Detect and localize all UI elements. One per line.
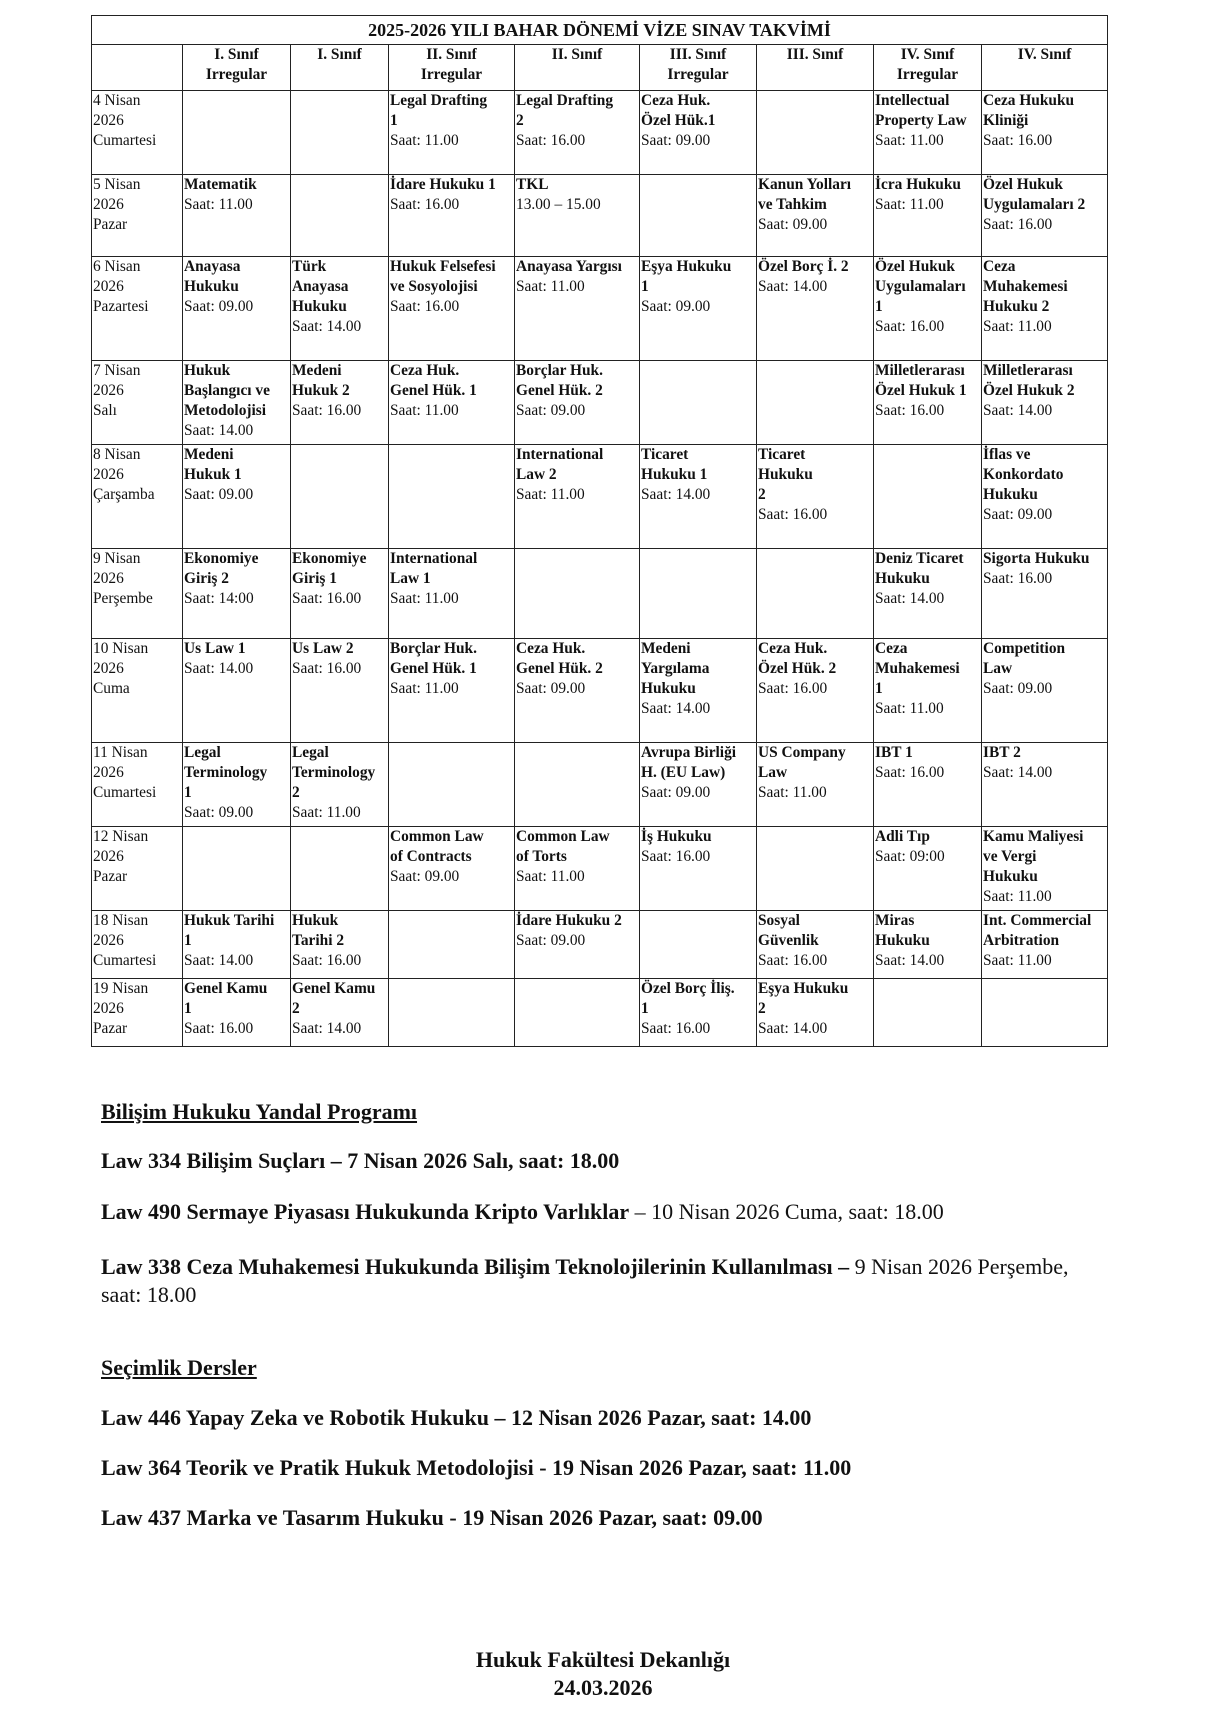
course-name: Adli Tıp (875, 828, 930, 845)
course-name: IBT 1 (875, 744, 913, 761)
exam-cell (515, 91, 640, 175)
empty-cell (757, 91, 874, 175)
exam-cell (389, 91, 515, 175)
exam-cell (982, 549, 1108, 639)
exam-cell (982, 445, 1108, 549)
date-cell: 10 Nisan 2026 Cuma (92, 639, 183, 743)
exam-cell (389, 257, 515, 361)
date-cell: 9 Nisan 2026 Perşembe (92, 549, 183, 639)
table-title: 2025-2026 YILI BAHAR DÖNEMİ VİZE SINAV TAKVİMİ (92, 16, 1108, 45)
date-cell: 6 Nisan 2026 Pazartesi (92, 257, 183, 361)
empty-cell (389, 911, 515, 979)
exam-time: Saat: 16.00 (184, 1020, 254, 1037)
exam-cell (757, 911, 874, 979)
exam-cell (874, 827, 982, 911)
exam-time: Saat: 14.00 (292, 1020, 362, 1037)
date-cell: 7 Nisan 2026 Salı (92, 361, 183, 445)
exam-time: 13.00 – 15.00 (516, 196, 601, 213)
table-row (92, 445, 1108, 549)
exam-cell (640, 827, 757, 911)
course-name: Us Law 1 (184, 640, 246, 657)
course-name: US Company Law (758, 744, 846, 781)
exam-time: Saat: 11.00 (983, 318, 1052, 335)
exam-time: Saat: 16.00 (641, 848, 711, 865)
empty-cell (515, 979, 640, 1047)
empty-cell (640, 361, 757, 445)
exam-time: Saat: 11.00 (390, 132, 459, 149)
empty-cell (291, 175, 389, 257)
course-name: Competition Law (983, 640, 1066, 677)
exam-time: Saat: 09.00 (983, 680, 1053, 697)
exam-cell (389, 827, 515, 911)
exam-time: Saat: 11.00 (390, 680, 459, 697)
exam-cell (183, 445, 291, 549)
exam-cell (757, 445, 874, 549)
exam-time: Saat: 16.00 (758, 952, 828, 969)
empty-cell (389, 979, 515, 1047)
minor-item-bold: Law 338 Ceza Muhakemesi Hukukunda Bilişim Teknolojilerinin Kullanılması – (101, 1254, 850, 1279)
course-name: Ticaret Hukuku 1 (641, 446, 708, 483)
exam-time: Saat: 14.00 (292, 318, 362, 335)
exam-time: Saat: 14.00 (758, 278, 828, 295)
course-name: Kanun Yolları ve Tahkim (758, 176, 852, 213)
exam-cell (982, 175, 1108, 257)
table-row (92, 361, 1108, 445)
exam-cell (291, 549, 389, 639)
exam-schedule-table (91, 15, 1108, 1047)
exam-time: Saat: 09.00 (184, 804, 254, 821)
exam-time: Saat: 16.00 (292, 952, 362, 969)
date-cell: 19 Nisan 2026 Pazar (92, 979, 183, 1047)
exam-cell (874, 257, 982, 361)
exam-cell (757, 175, 874, 257)
exam-time: Saat: 14.00 (875, 952, 945, 969)
exam-time: Saat: 11.00 (516, 868, 585, 885)
date-cell: 4 Nisan 2026 Cumartesi (92, 91, 183, 175)
course-name: İdare Hukuku 2 (516, 912, 622, 929)
empty-cell (640, 175, 757, 257)
exam-cell (515, 445, 640, 549)
exam-time: Saat: 14.00 (184, 660, 254, 677)
exam-cell (874, 549, 982, 639)
exam-time: Saat: 14.00 (641, 700, 711, 717)
empty-cell (874, 445, 982, 549)
exam-cell (874, 911, 982, 979)
exam-time: Saat: 16.00 (875, 402, 945, 419)
table-row (92, 175, 1108, 257)
empty-cell (515, 549, 640, 639)
exam-cell (874, 743, 982, 827)
exam-cell (389, 361, 515, 445)
exam-cell (640, 445, 757, 549)
course-name: TKL (516, 176, 549, 193)
course-name: Özel Hukuk Uygulamaları 2 (983, 176, 1086, 213)
minor-item-bold: Law 334 Bilişim Suçları – 7 Nisan 2026 Salı, saat: 18.00 (101, 1148, 620, 1173)
course-name: Common Law of Torts (516, 828, 610, 865)
exam-time: Saat: 11.00 (516, 278, 585, 295)
exam-cell (874, 175, 982, 257)
exam-time: Saat: 11.00 (875, 132, 944, 149)
exam-time: Saat: 09.00 (641, 784, 711, 801)
empty-cell (291, 91, 389, 175)
column-header: II. Sınıf Irregular (389, 45, 515, 91)
exam-time: Saat: 16.00 (292, 402, 362, 419)
exam-time: Saat: 11.00 (184, 196, 253, 213)
table-row (92, 257, 1108, 361)
course-name: Ticaret Hukuku 2 (758, 446, 813, 503)
exam-time: Saat: 16.00 (292, 660, 362, 677)
exam-cell (757, 639, 874, 743)
exam-cell (291, 361, 389, 445)
exam-cell (183, 639, 291, 743)
exam-time: Saat: 09.00 (516, 680, 586, 697)
exam-cell (291, 979, 389, 1047)
schedule-body (92, 91, 1108, 1047)
exam-cell (982, 257, 1108, 361)
course-name: Kamu Maliyesi ve Vergi Hukuku (983, 828, 1084, 885)
course-name: Int. Commercial Arbitration (983, 912, 1092, 949)
course-name: Legal Terminology 1 (184, 744, 268, 801)
exam-cell (640, 91, 757, 175)
course-name: Legal Drafting 2 (516, 92, 614, 129)
course-name: Özel Hukuk Uygulamaları 1 (875, 258, 966, 315)
exam-time: Saat: 14.00 (875, 590, 945, 607)
course-name: Ceza Huk. Genel Hük. 2 (516, 640, 603, 677)
table-row (92, 549, 1108, 639)
document-date: 24.03.2026 (553, 1675, 653, 1700)
course-name: Milletlerarası Özel Hukuk 2 (983, 362, 1075, 399)
exam-cell (515, 639, 640, 743)
exam-cell (183, 979, 291, 1047)
empty-cell (389, 445, 515, 549)
course-name: Ceza Huk. Özel Hük.1 (641, 92, 716, 129)
exam-time: Saat: 11.00 (758, 784, 827, 801)
exam-time: Saat: 11.00 (983, 888, 1052, 905)
course-name: Ceza Hukuku Kliniği (983, 92, 1075, 129)
exam-time: Saat: 09.00 (758, 216, 828, 233)
exam-cell (982, 91, 1108, 175)
course-name: International Law 1 (390, 550, 478, 587)
course-name: Anayasa Yargısı (516, 258, 622, 275)
course-name: İflas ve Konkordato Hukuku (983, 446, 1064, 503)
empty-cell (757, 549, 874, 639)
minor-item (101, 1147, 1101, 1175)
course-name: Ceza Muhakemesi Hukuku 2 (983, 258, 1068, 315)
exam-time: Saat: 16.00 (390, 196, 460, 213)
table-row (92, 979, 1108, 1047)
exam-cell (757, 979, 874, 1047)
date-cell: 11 Nisan 2026 Cumartesi (92, 743, 183, 827)
exam-time: Saat: 16.00 (390, 298, 460, 315)
exam-time: Saat: 16.00 (983, 132, 1053, 149)
course-name: Intellectual Property Law (875, 92, 967, 129)
electives-heading: Seçimlik Dersler (101, 1355, 257, 1380)
course-name: Sigorta Hukuku (983, 550, 1090, 567)
course-name: Sosyal Güvenlik (758, 912, 819, 949)
exam-time: Saat: 14.00 (758, 1020, 828, 1037)
course-name: Matematik (184, 176, 257, 193)
exam-cell (291, 911, 389, 979)
exam-cell (389, 175, 515, 257)
exam-cell (183, 549, 291, 639)
course-name: Ceza Muhakemesi 1 (875, 640, 960, 697)
course-name: Hukuk Tarihi 2 (292, 912, 345, 949)
exam-time: Saat: 14.00 (184, 952, 254, 969)
course-name: Genel Kamu 1 (184, 980, 268, 1017)
exam-cell (640, 743, 757, 827)
exam-time: Saat: 11.00 (875, 196, 944, 213)
exam-time: Saat: 14:00 (184, 590, 254, 607)
exam-cell (874, 361, 982, 445)
corner-cell (92, 45, 183, 91)
exam-cell (874, 91, 982, 175)
exam-cell (515, 361, 640, 445)
exam-time: Saat: 09.00 (516, 932, 586, 949)
exam-time: Saat: 11.00 (390, 590, 459, 607)
empty-cell (183, 91, 291, 175)
empty-cell (640, 911, 757, 979)
exam-time: Saat: 16.00 (983, 216, 1053, 233)
exam-time: Saat: 16.00 (292, 590, 362, 607)
exam-time: Saat: 09.00 (184, 298, 254, 315)
exam-cell (183, 361, 291, 445)
course-name: Deniz Ticaret Hukuku (875, 550, 964, 587)
course-name: Eşya Hukuku 1 (641, 258, 732, 295)
date-cell: 18 Nisan 2026 Cumartesi (92, 911, 183, 979)
table-row (92, 639, 1108, 743)
exam-cell (389, 549, 515, 639)
column-header: IV. Sınıf Irregular (874, 45, 982, 91)
dean-office: Hukuk Fakültesi Dekanlığı (475, 1647, 731, 1672)
exam-cell (515, 827, 640, 911)
exam-time: Saat: 14.00 (184, 422, 254, 439)
exam-time: Saat: 11.00 (390, 402, 459, 419)
course-name: Miras Hukuku (875, 912, 930, 949)
course-name: IBT 2 (983, 744, 1021, 761)
exam-cell (515, 257, 640, 361)
date-cell: 12 Nisan 2026 Pazar (92, 827, 183, 911)
exam-time: Saat: 09.00 (516, 402, 586, 419)
exam-time: Saat: 11.00 (875, 700, 944, 717)
exam-time: Saat: 14.00 (983, 402, 1053, 419)
exam-cell (874, 639, 982, 743)
minor-program-heading: Bilişim Hukuku Yandal Programı (101, 1099, 418, 1124)
course-name: Hukuk Başlangıcı ve Metodolojisi (184, 362, 270, 419)
exam-cell (757, 743, 874, 827)
exam-time: Saat: 14.00 (641, 486, 711, 503)
empty-cell (874, 979, 982, 1047)
exam-cell (982, 827, 1108, 911)
course-name: Common Law of Contracts (390, 828, 484, 865)
exam-cell (291, 257, 389, 361)
course-name: Medeni Yargılama Hukuku (641, 640, 710, 697)
exam-cell (389, 639, 515, 743)
column-header: II. Sınıf (515, 45, 640, 91)
exam-time: Saat: 09.00 (641, 298, 711, 315)
table-row (92, 743, 1108, 827)
empty-cell (291, 445, 389, 549)
course-name: Borçlar Huk. Genel Hük. 1 (390, 640, 477, 677)
course-name: İş Hukuku (641, 828, 712, 845)
course-name: Legal Drafting 1 (390, 92, 488, 129)
course-name: Anayasa Hukuku (184, 258, 241, 295)
date-cell: 5 Nisan 2026 Pazar (92, 175, 183, 257)
column-header: III. Sınıf (757, 45, 874, 91)
empty-cell (389, 743, 515, 827)
exam-time: Saat: 16.00 (641, 1020, 711, 1037)
exam-cell (757, 257, 874, 361)
course-name: Türk Anayasa Hukuku (292, 258, 349, 315)
column-header: IV. Sınıf (982, 45, 1108, 91)
course-name: Ceza Huk. Genel Hük. 1 (390, 362, 477, 399)
exam-time: Saat: 11.00 (516, 486, 585, 503)
minor-item-bold: Law 490 Sermaye Piyasası Hukukunda Kripto Varlıklar (101, 1199, 630, 1224)
exam-cell (183, 911, 291, 979)
course-name: Medeni Hukuk 1 (184, 446, 242, 483)
exam-time: Saat: 16.00 (758, 680, 828, 697)
electives-section (101, 1354, 1101, 1382)
exam-time: Saat: 09.00 (641, 132, 711, 149)
course-name: İdare Hukuku 1 (390, 176, 496, 193)
exam-cell (515, 175, 640, 257)
course-name: Borçlar Huk. Genel Hük. 2 (516, 362, 603, 399)
empty-cell (757, 827, 874, 911)
course-name: International Law 2 (516, 446, 604, 483)
exam-time: Saat: 16.00 (983, 570, 1053, 587)
exam-time: Saat: 16.00 (875, 764, 945, 781)
course-name: Us Law 2 (292, 640, 354, 657)
course-name: Eşya Hukuku 2 (758, 980, 849, 1017)
exam-time: Saat: 09.00 (983, 506, 1053, 523)
exam-cell (183, 743, 291, 827)
table-row (92, 827, 1108, 911)
exam-cell (640, 639, 757, 743)
column-header: I. Sınıf Irregular (183, 45, 291, 91)
exam-cell (982, 743, 1108, 827)
minor-item-normal: – 10 Nisan 2026 Cuma, saat: 18.00 (629, 1199, 944, 1224)
exam-cell (183, 257, 291, 361)
exam-cell (183, 175, 291, 257)
minor-item-normal: 9 Nisan 2026 Perşembe, saat: 18.00 (101, 1254, 1069, 1307)
date-cell: 8 Nisan 2026 Çarşamba (92, 445, 183, 549)
exam-time: Saat: 09.00 (390, 868, 460, 885)
empty-cell (291, 827, 389, 911)
exam-cell (982, 639, 1108, 743)
exam-time: Saat: 09.00 (184, 486, 254, 503)
elective-item: Law 437 Marka ve Tasarım Hukuku - 19 Nisan 2026 Pazar, saat: 09.00 (101, 1505, 763, 1530)
exam-time: Saat: 11.00 (292, 804, 361, 821)
course-name: Legal Terminology 2 (292, 744, 376, 801)
course-name: Genel Kamu 2 (292, 980, 376, 1017)
exam-cell (640, 257, 757, 361)
exam-time: Saat: 09:00 (875, 848, 945, 865)
elective-item: Law 364 Teorik ve Pratik Hukuk Metodolojisi - 19 Nisan 2026 Pazar, saat: 11.00 (101, 1455, 852, 1480)
course-name: Milletlerarası Özel Hukuk 1 (875, 362, 967, 399)
course-name: Ceza Huk. Özel Hük. 2 (758, 640, 837, 677)
exam-time: Saat: 16.00 (516, 132, 586, 149)
empty-cell (640, 549, 757, 639)
empty-cell (757, 361, 874, 445)
course-name: Ekonomiye Giriş 2 (184, 550, 259, 587)
minor-program-section (101, 1098, 1101, 1126)
course-name: İcra Hukuku (875, 176, 961, 193)
table-row (92, 91, 1108, 175)
course-name: Özel Borç İliş. 1 (641, 980, 735, 1017)
course-name: Avrupa Birliği H. (EU Law) (641, 744, 737, 781)
course-name: Hukuk Felsefesi ve Sosyolojisi (390, 258, 496, 295)
exam-time: Saat: 14.00 (983, 764, 1053, 781)
table-row (92, 911, 1108, 979)
course-name: Medeni Hukuk 2 (292, 362, 350, 399)
exam-cell (291, 639, 389, 743)
exam-cell (291, 743, 389, 827)
exam-cell (982, 911, 1108, 979)
empty-cell (982, 979, 1108, 1047)
course-name: Ekonomiye Giriş 1 (292, 550, 367, 587)
exam-cell (515, 911, 640, 979)
elective-item: Law 446 Yapay Zeka ve Robotik Hukuku – 12 Nisan 2026 Pazar, saat: 14.00 (101, 1405, 812, 1430)
exam-time: Saat: 16.00 (875, 318, 945, 335)
exam-time: Saat: 11.00 (983, 952, 1052, 969)
column-header: I. Sınıf (291, 45, 389, 91)
exam-cell (640, 979, 757, 1047)
empty-cell (183, 827, 291, 911)
column-header: III. Sınıf Irregular (640, 45, 757, 91)
minor-item (101, 1253, 1091, 1309)
empty-cell (515, 743, 640, 827)
exam-cell (982, 361, 1108, 445)
course-name: Hukuk Tarihi 1 (184, 912, 275, 949)
exam-time: Saat: 16.00 (758, 506, 828, 523)
course-name: Özel Borç İ. 2 (758, 258, 849, 275)
minor-item (101, 1198, 1101, 1226)
